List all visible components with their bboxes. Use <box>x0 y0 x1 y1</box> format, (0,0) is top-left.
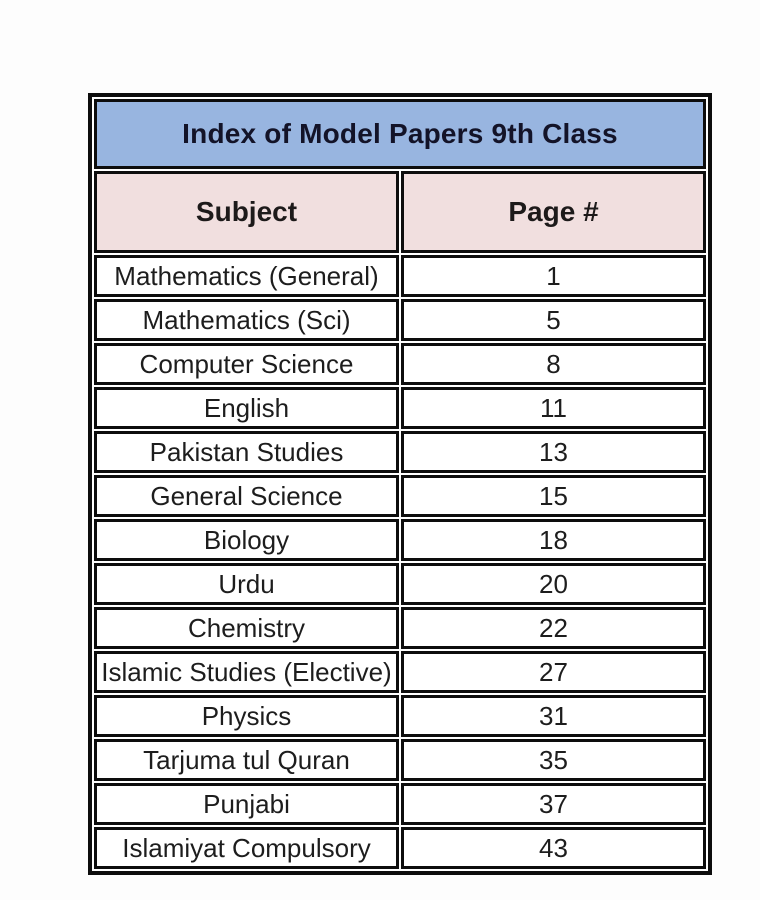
table-row <box>94 343 706 385</box>
header-row <box>94 171 706 253</box>
page-cell: 8 <box>401 343 706 385</box>
table-row <box>94 695 706 737</box>
subject-cell: Pakistan Studies <box>94 431 399 473</box>
subject-cell: Islamic Studies (Elective) <box>94 651 399 693</box>
table-row <box>94 299 706 341</box>
index-table <box>88 93 712 875</box>
table-row <box>94 607 706 649</box>
table-row <box>94 783 706 825</box>
subject-cell: Punjabi <box>94 783 399 825</box>
table-row <box>94 519 706 561</box>
subject-cell: English <box>94 387 399 429</box>
page-cell: 15 <box>401 475 706 517</box>
table-row <box>94 563 706 605</box>
table-row <box>94 387 706 429</box>
page-cell: 20 <box>401 563 706 605</box>
table-title: Index of Model Papers 9th Class <box>94 99 706 169</box>
page-cell: 43 <box>401 827 706 869</box>
subject-cell: Islamiyat Compulsory <box>94 827 399 869</box>
subject-cell: Computer Science <box>94 343 399 385</box>
page-cell: 35 <box>401 739 706 781</box>
page-cell: 37 <box>401 783 706 825</box>
table-row <box>94 255 706 297</box>
page-cell: 22 <box>401 607 706 649</box>
page-cell: 31 <box>401 695 706 737</box>
subject-cell: General Science <box>94 475 399 517</box>
subject-cell: Urdu <box>94 563 399 605</box>
page-cell: 27 <box>401 651 706 693</box>
subject-cell: Tarjuma tul Quran <box>94 739 399 781</box>
table-row <box>94 651 706 693</box>
column-header-subject: Subject <box>94 171 399 253</box>
column-header-page: Page # <box>401 171 706 253</box>
page-cell: 18 <box>401 519 706 561</box>
title-row <box>94 99 706 169</box>
table-row <box>94 827 706 869</box>
subject-cell: Mathematics (General) <box>94 255 399 297</box>
page-cell: 13 <box>401 431 706 473</box>
table-row <box>94 739 706 781</box>
subject-cell: Mathematics (Sci) <box>94 299 399 341</box>
table-row <box>94 475 706 517</box>
subject-cell: Physics <box>94 695 399 737</box>
subject-cell: Chemistry <box>94 607 399 649</box>
page-cell: 5 <box>401 299 706 341</box>
page-cell: 1 <box>401 255 706 297</box>
page-cell: 11 <box>401 387 706 429</box>
table-row <box>94 431 706 473</box>
subject-cell: Biology <box>94 519 399 561</box>
